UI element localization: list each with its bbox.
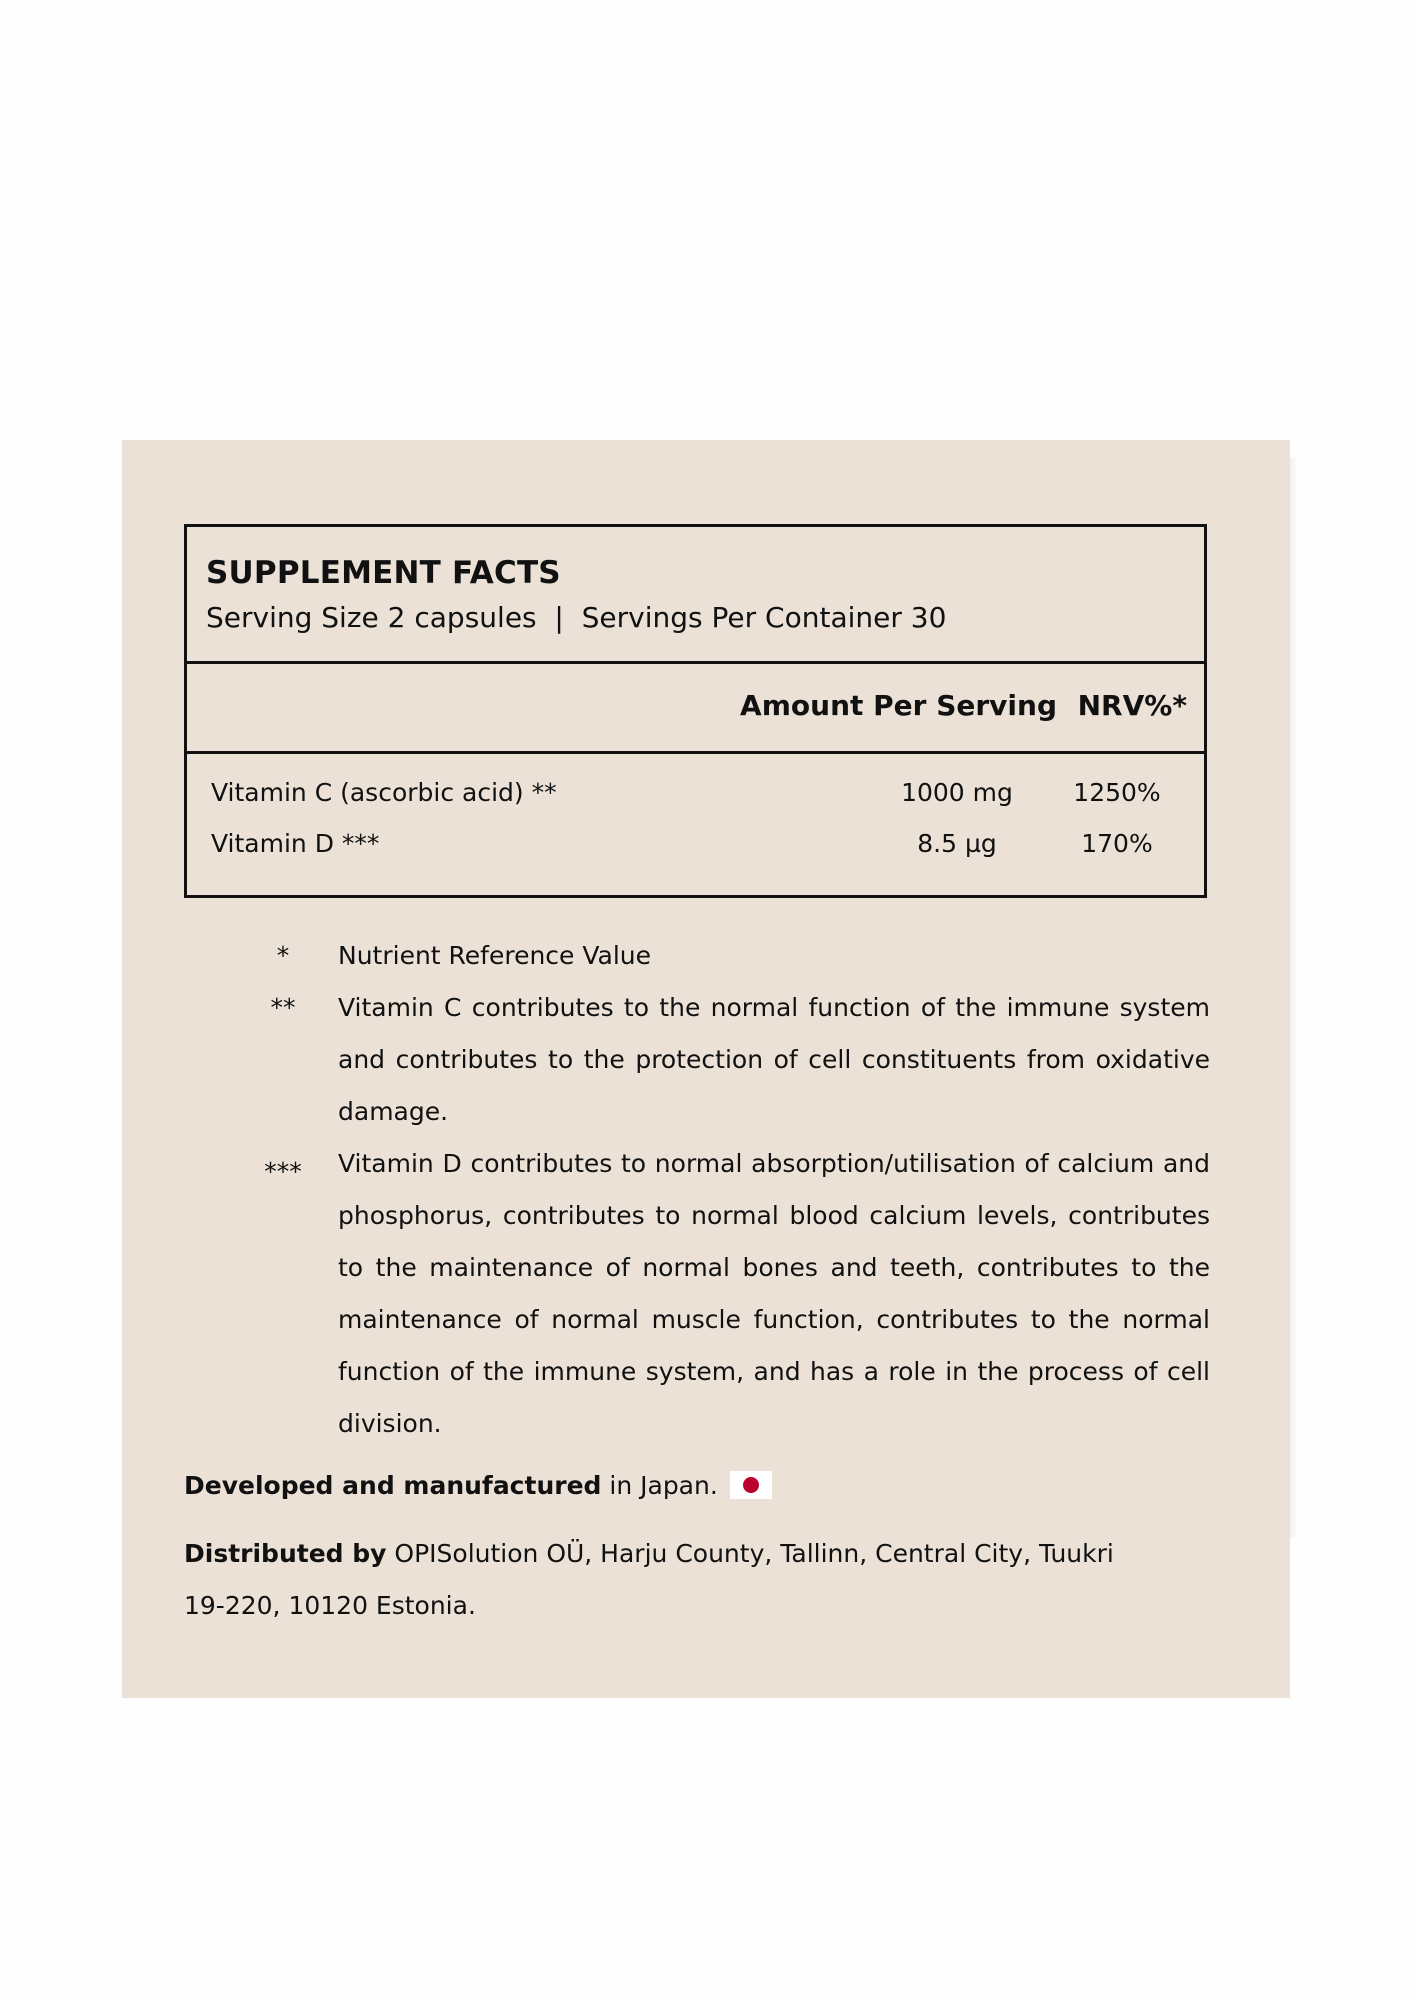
footnote-marker: * — [276, 941, 290, 970]
facts-header — [187, 527, 1204, 664]
origin-statement — [184, 1468, 772, 1504]
flag-circle — [743, 1477, 759, 1493]
supplement-label-panel — [122, 440, 1290, 1698]
nutrient-nrv: 1250% — [1073, 778, 1161, 807]
column-header-nrv: NRV%* — [1077, 689, 1187, 722]
footnote-text: Vitamin D contributes to normal absorption/utilisation of calcium and phosphorus, contributes to normal blood calcium levels, contributes to the maintenance of normal bones and teeth, contributes to the maintenance of normal muscle function, contributes to the normal function of the immune system, and has a role in the process of cell division. — [338, 1149, 1210, 1438]
footnote-text: Nutrient Reference Value — [338, 941, 652, 970]
footnote-marker: *** — [264, 1157, 302, 1186]
footnote — [252, 1138, 1210, 1450]
footnotes — [252, 930, 1210, 1450]
nutrient-row — [187, 829, 1204, 869]
column-header-row — [187, 664, 1204, 754]
japan-flag-icon — [730, 1471, 772, 1499]
column-header-amount: Amount Per Serving — [740, 689, 1057, 722]
nutrient-name: Vitamin D *** — [211, 829, 380, 858]
facts-title: SUPPLEMENT FACTS — [206, 555, 561, 591]
footnote-text: Vitamin C contributes to the normal function of the immune system and contributes to the protection of cell constituents from oxidative damage. — [338, 993, 1210, 1126]
distributor-text: OPISolution OÜ, Harju County, Tallinn, Central City, Tuukri 19-220, 10120 Estonia. — [184, 1539, 1114, 1620]
footnote — [252, 982, 1210, 1138]
nutrient-nrv: 170% — [1081, 829, 1153, 858]
origin-label: Developed and manufactured — [184, 1471, 602, 1500]
supplement-facts-table — [184, 524, 1207, 898]
nutrient-amount: 8.5 µg — [917, 829, 997, 858]
distributor-label: Distributed by — [184, 1539, 387, 1568]
nutrient-row — [187, 778, 1204, 818]
origin-text: in Japan. — [601, 1471, 718, 1500]
distributor-statement — [184, 1528, 1144, 1632]
nutrient-amount: 1000 mg — [901, 778, 1013, 807]
panel-shadow — [1290, 458, 1298, 1538]
nutrient-name: Vitamin C (ascorbic acid) ** — [211, 778, 557, 807]
footnote-marker: ** — [270, 993, 296, 1022]
footnote — [252, 930, 1210, 982]
serving-info: Serving Size 2 capsules | Servings Per Container 30 — [206, 601, 947, 634]
